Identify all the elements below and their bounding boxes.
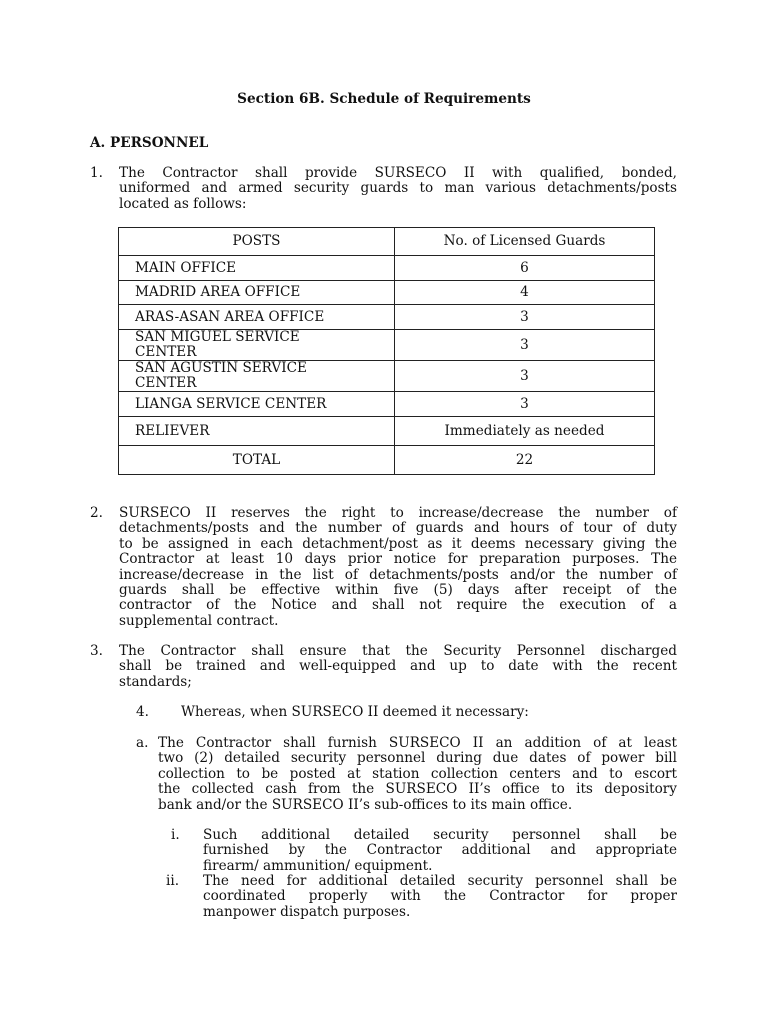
text-line: manpower dispatch purposes. — [203, 903, 411, 920]
text-line: increase/decrease in the list of detachments/posts and/or the number of — [119, 566, 677, 583]
text-line: the collected cash from the SURSECO II’s office to its depository — [158, 781, 677, 798]
text-line: The need for additional detailed security personnel shall be — [203, 873, 677, 889]
table-row — [119, 256, 655, 281]
text-line: contractor of the Notice and shall not require the execution of a — [119, 597, 677, 614]
guards-cell: Immediately as needed — [395, 417, 655, 446]
text-line: The Contractor shall furnish SURSECO II an addition of at least — [158, 735, 677, 751]
text-line: coordinated properly with the Contractor for proper — [203, 888, 677, 905]
guards-cell: 3 — [395, 361, 655, 392]
text-line: supplemental contract. — [119, 612, 279, 629]
section-heading-personnel: A. PERSONNEL — [90, 135, 209, 151]
item-4-text: Whereas, when SURSECO II deemed it necessary: — [181, 704, 529, 720]
table-total-row — [119, 446, 655, 475]
table-row — [119, 361, 655, 392]
text-line: bank and/or the SURSECO II’s sub-offices to its main office. — [158, 796, 573, 813]
post-cell: SAN MIGUEL SERVICE CENTER — [119, 330, 395, 361]
text-line: furnished by the Contractor additional and appropriate — [203, 842, 677, 859]
text-line: guards shall be effective within five (5) days after receipt of the — [119, 582, 677, 599]
text-line: detachments/posts and the number of guards and hours of tour of duty — [119, 520, 677, 537]
guards-cell: 3 — [395, 305, 655, 330]
sub-item-ii-text — [203, 874, 677, 920]
item-letter: a. — [136, 735, 149, 751]
post-cell: MADRID AREA OFFICE — [119, 281, 395, 305]
text-line: firearm/ ammunition/ equipment. — [203, 857, 433, 874]
guards-cell: 3 — [395, 330, 655, 361]
post-cell: SAN AGUSTIN SERVICE CENTER — [119, 361, 395, 392]
sub-item-number: i. — [171, 827, 180, 843]
guards-cell: 4 — [395, 281, 655, 305]
text-line: collection to be posted at station collection centers and to escort — [158, 765, 677, 782]
text-line: located as follows: — [119, 195, 247, 212]
guards-cell: 6 — [395, 256, 655, 281]
table-row — [119, 392, 655, 417]
text-line: The Contractor shall ensure that the Security Personnel discharged — [119, 643, 677, 659]
item-3-text — [119, 644, 677, 690]
item-1-text — [119, 166, 677, 212]
post-cell: LIANGA SERVICE CENTER — [119, 392, 395, 417]
text-line: uniformed and armed security guards to man various detachments/posts — [119, 180, 677, 197]
item-number: 3. — [90, 643, 103, 659]
table-row — [119, 305, 655, 330]
total-label: TOTAL — [119, 446, 395, 475]
text-line: two (2) detailed security personnel during due dates of power bill — [158, 750, 677, 767]
sub-item-number: ii. — [166, 873, 180, 889]
item-2-text — [119, 506, 677, 629]
page-title: Section 6B. Schedule of Requirements — [237, 91, 531, 107]
posts-table — [118, 227, 655, 475]
item-number: 2. — [90, 505, 103, 521]
table-row — [119, 417, 655, 446]
guards-cell: 3 — [395, 392, 655, 417]
column-header-posts: POSTS — [119, 228, 395, 256]
column-header-guards: No. of Licensed Guards — [395, 228, 655, 256]
item-number: 4. — [136, 704, 149, 720]
post-cell: ARAS-ASAN AREA OFFICE — [119, 305, 395, 330]
text-line: SURSECO II reserves the right to increase/decrease the number of — [119, 505, 677, 521]
total-value: 22 — [395, 446, 655, 475]
post-cell: RELIEVER — [119, 417, 395, 446]
text-line: The Contractor shall provide SURSECO II with qualified, bonded, — [119, 165, 677, 181]
text-line: shall be trained and well-equipped and up to date with the recent — [119, 658, 677, 675]
item-4a-text — [158, 736, 677, 813]
text-line: to be assigned in each detachment/post as it deems necessary giving the — [119, 535, 677, 552]
item-number: 1. — [90, 165, 103, 181]
text-line: standards; — [119, 673, 192, 690]
table-row — [119, 281, 655, 305]
post-cell: MAIN OFFICE — [119, 256, 395, 281]
text-line: Such additional detailed security personnel shall be — [203, 827, 677, 843]
sub-item-i-text — [203, 828, 677, 874]
text-line: Contractor at least 10 days prior notice for preparation purposes. The — [119, 551, 677, 568]
table-header-row — [119, 228, 655, 256]
table-row — [119, 330, 655, 361]
